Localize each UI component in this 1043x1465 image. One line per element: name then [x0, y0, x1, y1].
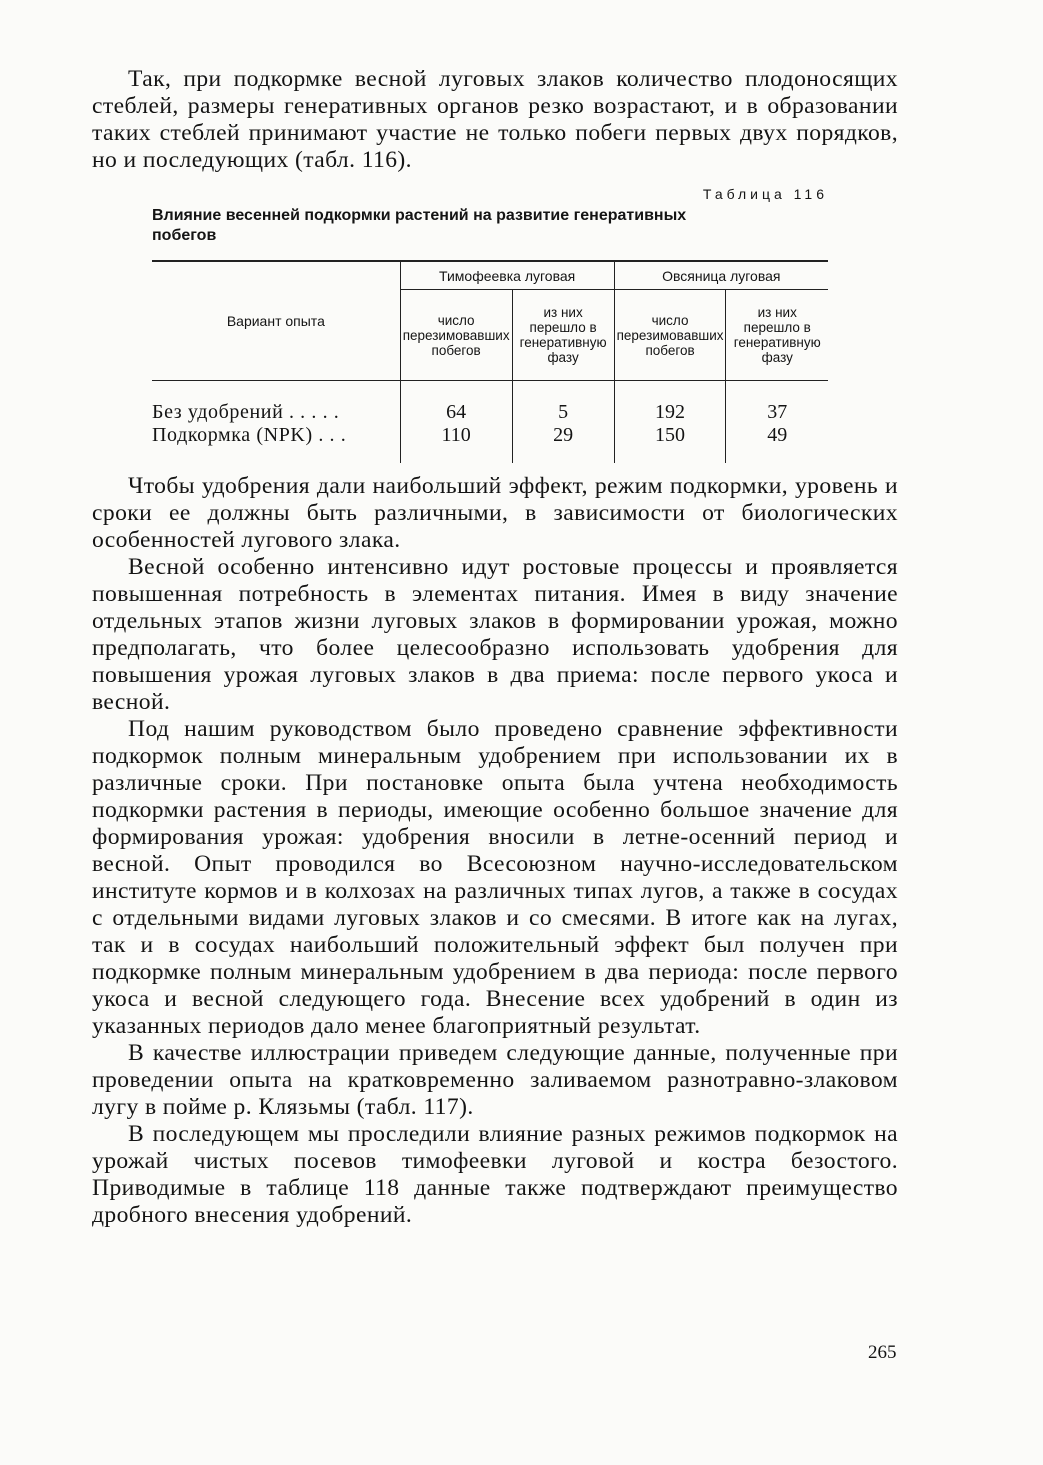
- group-header: Овсяница луговая: [614, 261, 828, 290]
- table-caption: Влияние весенней подкормки растений на развитие генеративных побегов: [152, 207, 687, 244]
- column-header: из них перешло в генеративную фазу: [726, 290, 828, 381]
- table-cell: 64: [400, 381, 512, 425]
- page-number: 265: [868, 1342, 897, 1363]
- body-paragraph: В последующем мы проследили влияние разных режимов подкормок на урожай чистых посевов тимофеевки луговой и костра безостого. Приводимые в таблице 118 данные также подтверждают преимущество дробного внесения удобрений.: [92, 1121, 898, 1228]
- row-label: Без удобрений . . . . .: [152, 401, 340, 423]
- data-table: [152, 260, 828, 463]
- table-cell: 5: [512, 381, 614, 425]
- table-header-groups: [152, 261, 828, 290]
- table-cell: 110: [400, 424, 512, 463]
- table-cell: 49: [726, 424, 828, 463]
- table-number: Таблица 116: [702, 186, 828, 202]
- table-cell: 37: [726, 381, 828, 425]
- table-row: [152, 424, 828, 463]
- body-paragraph: Весной особенно интенсивно идут ростовые процессы и проявляется повышенная потребность в элементах питания. Имея в виду значение отдельных этапов жизни луговых злаков в формировании урожая, можно предполагать, что более целесообразно использовать удобрения для повышения урожая луговых злаков в два приема: после первого укоса и весной.: [92, 554, 898, 715]
- table-cell: 150: [614, 424, 726, 463]
- group-header: Тимофеевка луговая: [400, 261, 614, 290]
- table-cell: 29: [512, 424, 614, 463]
- book-page: [92, 66, 898, 1229]
- body-paragraph: В качестве иллюстрации приведем следующие данные, полученные при проведении опыта на кратковременно заливаемом разнотравно-злаковом лугу в пойме р. Клязьмы (табл. 117).: [92, 1040, 898, 1120]
- body-paragraph: Под нашим руководством было проведено сравнение эффективности подкормок полным минеральным удобрением при использовании их в различные сроки. При постановке опыта была учтена необходимость подкормки растения в периоды, имеющие особенно большое значение для формирования урожая: удобрения вносили в летне-осенний период и весной. Опыт проводился во Всесоюзном научно-исследовательском институте кормов и в колхозах на различных типах лугов, а также в сосудах с отдельными видами луговых злаков и со смесями. В итоге как на лугах, так и в сосудах наибольший положительный эффект был получен при подкормке полным минеральным удобрением в два периода: после первого укоса и весной следующего года. Внесение всех удобрений в один из указанных периодов дало менее благоприятный результат.: [92, 716, 898, 1039]
- column-header: число перезимовавших побегов: [400, 290, 512, 381]
- row-header: Вариант опыта: [152, 261, 400, 381]
- row-label: Подкормка (NPK) . . .: [152, 424, 347, 446]
- column-header: из них перешло в генеративную фазу: [512, 290, 614, 381]
- intro-paragraph: Так, при подкормке весной луговых злаков количество плодоносящих стеблей, размеры генеративных органов резко возрастают, и в образовании таких стеблей принимают участие не только побеги первых двух порядков, но и последующих (табл. 116).: [92, 66, 898, 173]
- table-cell: 192: [614, 381, 726, 425]
- body-paragraph: Чтобы удобрения дали наибольший эффект, режим подкормки, уровень и сроки ее должны быть различными, в зависимости от биологических особенностей лугового злака.: [92, 473, 898, 553]
- table-row: [152, 381, 828, 425]
- column-header: число перезимовавших побегов: [614, 290, 726, 381]
